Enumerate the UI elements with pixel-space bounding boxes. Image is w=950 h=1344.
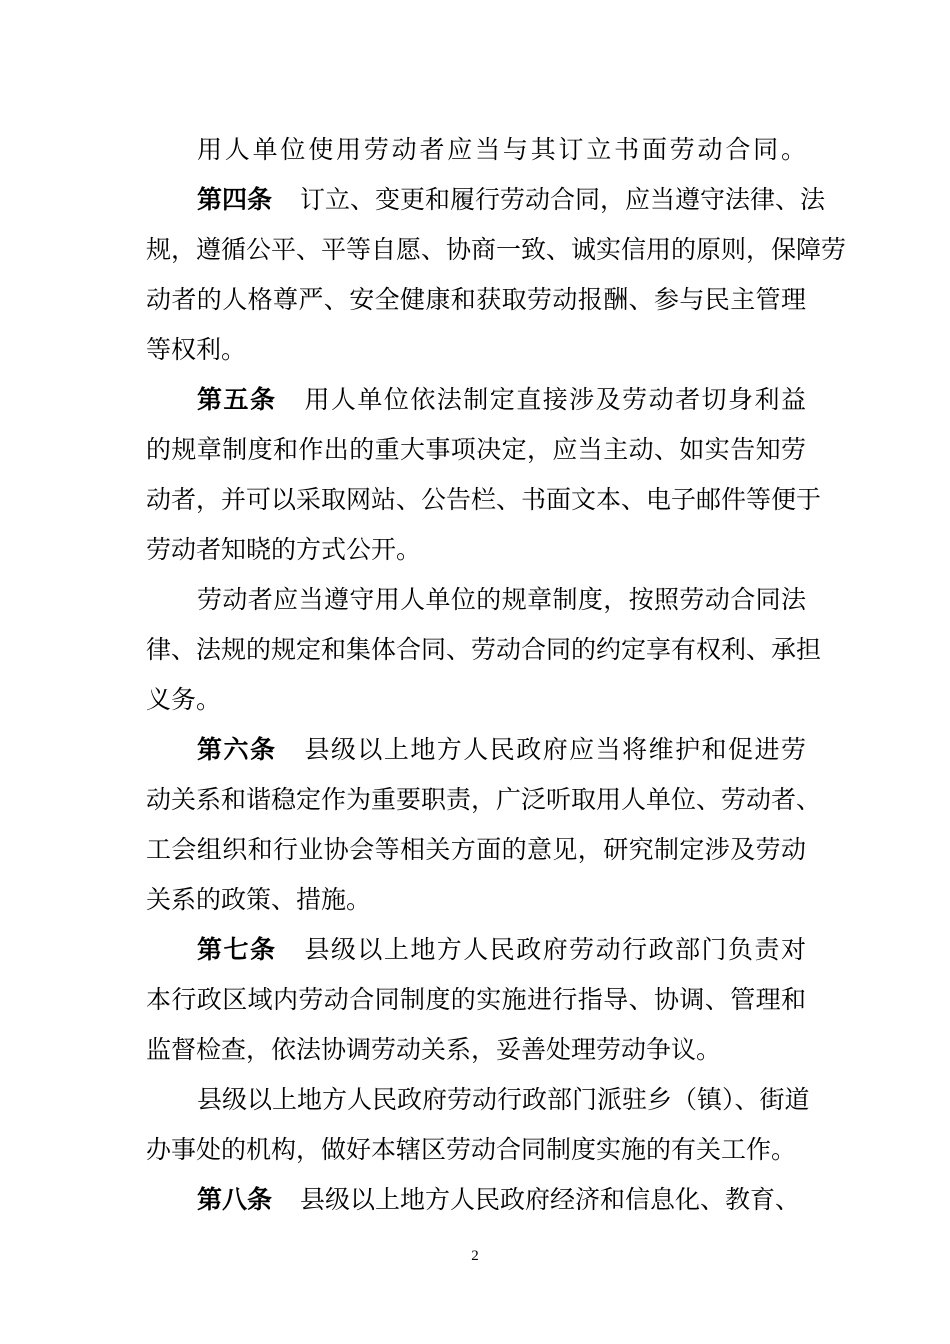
paragraph-line: 动者的人格尊严、安全健康和获取劳动报酬、参与民主管理 xyxy=(146,285,806,314)
paragraph-line: 关系的政策、措施。 xyxy=(146,885,372,914)
paragraph-line: 县级以上地方人民政府劳动行政部门派驻乡（镇）、街道 xyxy=(197,1085,810,1114)
paragraph-line: 本行政区域内劳动合同制度的实施进行指导、协调、管理和 xyxy=(146,985,806,1014)
article-heading: 第四条 xyxy=(197,185,273,214)
paragraph-line: 第五条 用人单位依法制定直接涉及劳动者切身利益 xyxy=(197,385,806,414)
paragraph-line: 动者，并可以采取网站、公告栏、书面文本、电子邮件等便于 xyxy=(146,485,822,514)
paragraph-line: 义务。 xyxy=(146,685,222,714)
paragraph-line: 劳动者应当遵守用人单位的规章制度，按照劳动合同法 xyxy=(197,585,806,614)
paragraph-line: 用人单位使用劳动者应当与其订立书面劳动合同。 xyxy=(197,135,806,164)
paragraph-line: 规，遵循公平、平等自愿、协商一致、诚实信用的原则，保障劳 xyxy=(146,235,847,264)
paragraph-line: 的规章制度和作出的重大事项决定，应当主动、如实告知劳 xyxy=(146,435,806,464)
article-heading: 第八条 xyxy=(197,1185,273,1214)
paragraph-line: 律、法规的规定和集体合同、劳动合同的约定享有权利、承担 xyxy=(146,635,822,664)
page-number: 2 xyxy=(471,1248,479,1264)
paragraph-line: 等权利。 xyxy=(146,335,247,364)
paragraph-line: 劳动者知晓的方式公开。 xyxy=(146,535,422,564)
paragraph-line: 工会组织和行业协会等相关方面的意见，研究制定涉及劳动 xyxy=(146,835,806,864)
paragraph-line: 第四条 订立、变更和履行劳动合同，应当遵守法律、法 xyxy=(197,185,826,214)
article-heading: 第六条 xyxy=(197,735,277,764)
paragraph-line: 监督检查，依法协调劳动关系，妥善处理劳动争议。 xyxy=(146,1035,722,1064)
article-heading: 第七条 xyxy=(197,935,277,964)
paragraph-line: 第八条 县级以上地方人民政府经济和信息化、教育、 xyxy=(197,1185,801,1214)
paragraph-line: 第六条 县级以上地方人民政府应当将维护和促进劳 xyxy=(197,735,806,764)
paragraph-line: 动关系和谐稳定作为重要职责，广泛听取用人单位、劳动者、 xyxy=(146,785,822,814)
article-heading: 第五条 xyxy=(197,385,277,414)
paragraph-line: 办事处的机构，做好本辖区劳动合同制度实施的有关工作。 xyxy=(146,1135,797,1164)
paragraph-line: 第七条 县级以上地方人民政府劳动行政部门负责对 xyxy=(197,935,806,964)
